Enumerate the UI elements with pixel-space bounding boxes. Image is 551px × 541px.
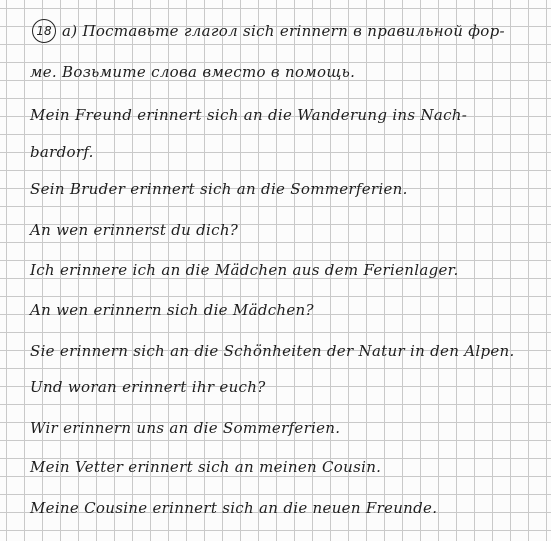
task-instruction-line-2: ме. Возьмите слова вместо в помощь. — [30, 63, 356, 81]
answer-line-11: Meine Cousine erinnert sich an die neuen Freunde. — [30, 499, 438, 517]
answer-line-6: An wen erinnern sich die Mädchen? — [30, 301, 314, 319]
answer-line-2: bardorf. — [30, 143, 94, 161]
answer-line-10: Mein Vetter erinnert sich an meinen Cousin. — [30, 458, 382, 476]
task-instruction-line-1: a) Поставьте глагол sich erinnern в правильной фор- — [62, 22, 505, 40]
answer-line-9: Wir erinnern uns an die Sommerferien. — [30, 419, 341, 437]
answer-line-1: Mein Freund erinnert sich an die Wanderung ins Nach- — [30, 106, 468, 124]
answer-line-3: Sein Bruder erinnert sich an die Sommerferien. — [30, 180, 408, 198]
task-number-badge: 18 — [32, 19, 56, 43]
answer-line-7: Sie erinnern sich an die Schönheiten der Natur in den Alpen. — [30, 342, 515, 360]
answer-line-8: Und woran erinnert ihr euch? — [30, 378, 266, 396]
answer-line-5: Ich erinnere ich an die Mädchen aus dem Ferienlager. — [30, 261, 459, 279]
answer-line-4: An wen erinnerst du dich? — [30, 221, 239, 239]
